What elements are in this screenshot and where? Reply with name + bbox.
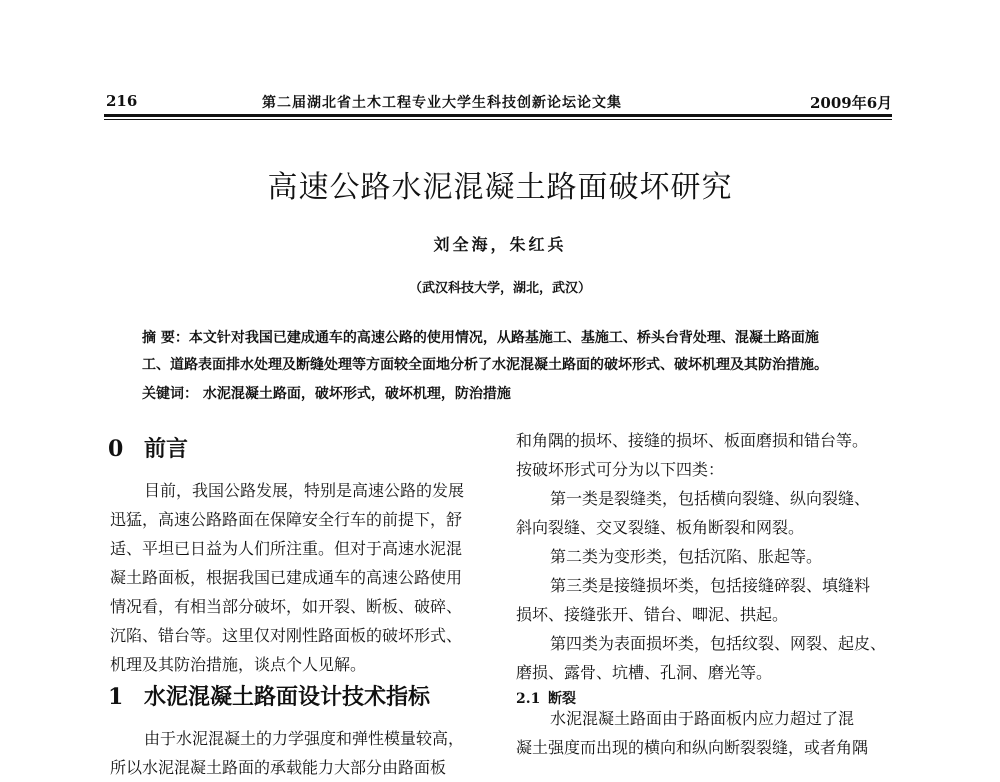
- text-line: 第三类是接缝损坏类，包括接缝碎裂、填缝料: [550, 576, 871, 595]
- issue-date: 2009年6月: [810, 94, 893, 112]
- text-line: 适、平坦已日益为人们所注重。但对于高速水泥混: [110, 539, 463, 558]
- text-line: 沉陷、错台等。这里仅对刚性路面板的破坏形式、: [110, 626, 463, 645]
- header-rule-thin: [104, 119, 892, 120]
- subsection-number: 2.1: [516, 691, 541, 707]
- text-line: 第四类为表面损坏类，包括纹裂、网裂、起皮、: [550, 634, 887, 653]
- text-line: 损坏、接缝张开、错台、唧泥、拱起。: [516, 605, 789, 624]
- section-0-heading: [108, 432, 188, 463]
- abstract-line-1: 摘 要：本文针对我国已建成通车的高速公路的使用情况，从路基施工、基施工、桥头台背处理、混凝土路面施: [142, 330, 819, 346]
- text-line: 第一类是裂缝类，包括横向裂缝、纵向裂缝、: [550, 489, 871, 508]
- section-title: 水泥混凝土路面设计技术指标: [144, 684, 431, 710]
- text-line: 斜向裂缝、交叉裂缝、板角断裂和网裂。: [516, 518, 805, 537]
- text-line: 和角隅的损坏、接缝的损坏、板面磨损和错台等。: [516, 431, 869, 450]
- text-line: 目前，我国公路发展，特别是高速公路的发展: [144, 481, 465, 500]
- section-title: 前言: [144, 436, 189, 462]
- text-line: 按破坏形式可分为以下四类：: [516, 460, 725, 479]
- section-0-body: [110, 476, 490, 679]
- journal-title: 第二届湖北省土木工程专业大学生科技创新论坛论文集: [262, 95, 622, 111]
- affiliation: （武汉科技大学，湖北，武汉）: [408, 281, 591, 296]
- section-number: 0: [108, 436, 124, 462]
- column-2-body: [516, 426, 896, 687]
- text-line: 情况看，有相当部分破坏，如开裂、断板、破碎、: [110, 597, 463, 616]
- paper-title: 高速公路水泥混凝土路面破坏研究: [267, 170, 733, 205]
- section-number: 1: [108, 684, 124, 710]
- text-line: 机理及其防治措施，谈点个人见解。: [110, 655, 367, 674]
- abstract-line-2: 工、道路表面排水处理及断缝处理等方面较全面地分析了水泥混凝土路面的破坏形式、破坏机理及其防治措施。: [142, 357, 828, 373]
- text-line: 凝土路面板，根据我国已建成通车的高速公路使用: [110, 568, 463, 587]
- text-line: 水泥混凝土路面由于路面板内应力超过了混: [550, 709, 855, 728]
- subsection-title: 断裂: [548, 691, 576, 707]
- authors: 刘全海，朱红兵: [433, 235, 567, 254]
- section-1-heading: [108, 680, 430, 711]
- keywords: 关键词： 水泥混凝土路面，破坏形式，破坏机理，防治措施: [142, 386, 511, 402]
- text-line: 由于水泥混凝土的力学强度和弹性模量较高，: [144, 729, 465, 748]
- section-1-body: [110, 724, 490, 782]
- text-line: 所以水泥混凝土路面的承载能力大部分由路面板: [110, 758, 447, 777]
- text-line: 迅猛，高速公路路面在保障安全行车的前提下，舒: [110, 510, 463, 529]
- subsection-2-1-body: [516, 704, 896, 762]
- text-line: 第二类为变形类，包括沉陷、胀起等。: [550, 547, 823, 566]
- text-line: 凝土强度而出现的横向和纵向断裂裂缝，或者角隅: [516, 738, 869, 757]
- page-number: 216: [106, 92, 138, 110]
- text-line: 磨损、露骨、坑槽、孔洞、磨光等。: [516, 663, 773, 682]
- header-rule: [104, 114, 892, 117]
